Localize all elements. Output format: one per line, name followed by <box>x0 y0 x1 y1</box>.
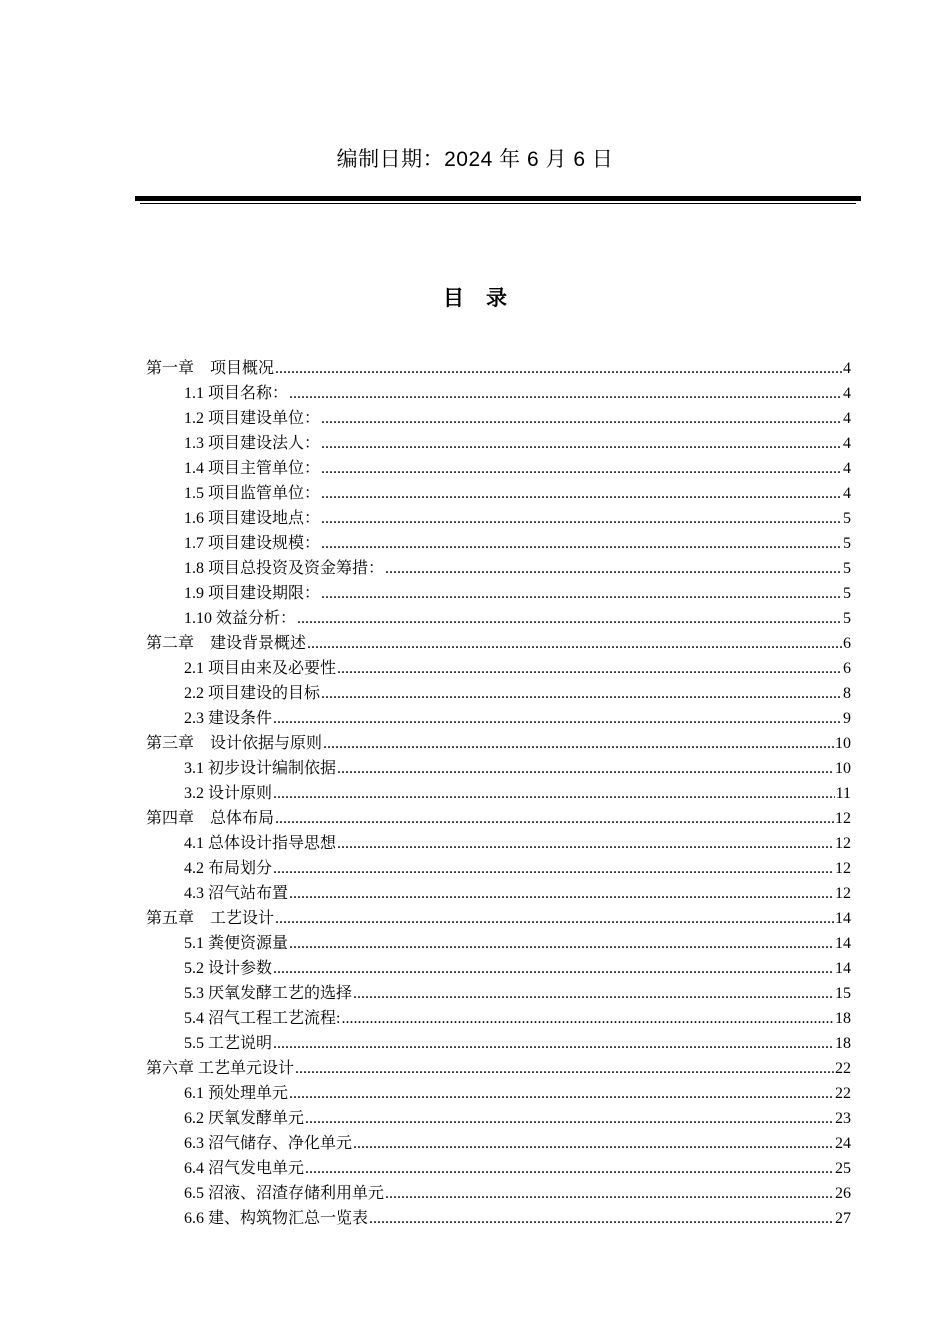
toc-section-entry[interactable] <box>146 756 851 781</box>
toc-dot-leader <box>353 1131 834 1156</box>
toc-section-entry[interactable] <box>146 856 851 881</box>
toc-entry-label: 5.3 厌氧发酵工艺的选择 <box>184 985 353 1002</box>
toc-page-number: 14 <box>835 910 851 927</box>
toc-page-number: 4 <box>843 485 851 502</box>
toc-entry-label: 第四章 总体布局 <box>146 810 275 827</box>
toc-dot-leader <box>385 1181 834 1206</box>
toc-page-number: 26 <box>835 1185 851 1202</box>
toc-page-number: 5 <box>843 610 851 627</box>
toc-page-number: 5 <box>843 560 851 577</box>
toc-entry-label: 6.6 建、构筑物汇总一览表 <box>184 1210 369 1227</box>
toc-chapter-entry[interactable] <box>146 631 851 656</box>
toc-page-number: 6 <box>843 660 851 677</box>
toc-dot-leader <box>321 406 842 431</box>
toc-dot-leader <box>275 906 834 931</box>
toc-page-number: 5 <box>843 585 851 602</box>
toc-dot-leader <box>323 731 834 756</box>
toc-entry-label: 1.1 项目名称： <box>184 385 289 402</box>
toc-page-number: 8 <box>843 685 851 702</box>
toc-entry-label: 6.5 沼液、沼渣存储利用单元 <box>184 1185 385 1202</box>
toc-entry-label: 第一章 项目概况 <box>146 360 275 377</box>
toc-dot-leader <box>307 631 842 656</box>
toc-entry-label: 第二章 建设背景概述 <box>146 635 307 652</box>
toc-dot-leader <box>273 1031 834 1056</box>
toc-dot-leader <box>341 1006 834 1031</box>
toc-page-number: 12 <box>835 860 851 877</box>
toc-section-entry[interactable] <box>146 881 851 906</box>
toc-section-entry[interactable] <box>146 831 851 856</box>
table-of-contents <box>146 356 851 1231</box>
toc-entry-label: 1.10 效益分析： <box>184 610 297 627</box>
toc-dot-leader <box>275 806 834 831</box>
toc-page-number: 18 <box>835 1035 851 1052</box>
toc-dot-leader <box>289 881 834 906</box>
toc-entry-label: 3.2 设计原则 <box>184 785 273 802</box>
toc-section-entry[interactable] <box>146 681 851 706</box>
toc-page-number: 22 <box>835 1085 851 1102</box>
toc-section-entry[interactable] <box>146 656 851 681</box>
toc-section-entry[interactable] <box>146 706 851 731</box>
toc-section-entry[interactable] <box>146 1131 851 1156</box>
toc-entry-label: 5.2 设计参数 <box>184 960 273 977</box>
toc-dot-leader <box>385 556 842 581</box>
toc-entry-label: 1.9 项目建设期限： <box>184 585 321 602</box>
toc-entry-label: 4.1 总体设计指导思想 <box>184 835 337 852</box>
toc-entry-label: 6.2 厌氧发酵单元 <box>184 1110 305 1127</box>
toc-section-entry[interactable] <box>146 956 851 981</box>
toc-entry-label: 4.2 布局划分 <box>184 860 273 877</box>
toc-section-entry[interactable] <box>146 481 851 506</box>
toc-dot-leader <box>321 481 842 506</box>
toc-section-entry[interactable] <box>146 556 851 581</box>
toc-entry-label: 第三章 设计依据与原则 <box>146 735 323 752</box>
toc-page-number: 4 <box>843 435 851 452</box>
toc-entry-label: 1.6 项目建设地点： <box>184 510 321 527</box>
toc-section-entry[interactable] <box>146 381 851 406</box>
toc-title: 目录 <box>443 286 529 310</box>
toc-page-number: 24 <box>835 1135 851 1152</box>
toc-section-entry[interactable] <box>146 606 851 631</box>
toc-entry-label: 6.1 预处理单元 <box>184 1085 289 1102</box>
toc-page-number: 10 <box>835 760 851 777</box>
toc-dot-leader <box>289 381 842 406</box>
toc-page-number: 5 <box>843 535 851 552</box>
compile-date: 编制日期：2024 年 6 月 6 日 <box>336 148 614 171</box>
toc-dot-leader <box>321 531 842 556</box>
toc-entry-label: 3.1 初步设计编制依据 <box>184 760 337 777</box>
toc-section-entry[interactable] <box>146 1031 851 1056</box>
toc-entry-label: 2.2 项目建设的目标 <box>184 685 321 702</box>
toc-entry-label: 1.4 项目主管单位： <box>184 460 321 477</box>
toc-chapter-entry[interactable] <box>146 906 851 931</box>
toc-page-number: 27 <box>835 1210 851 1227</box>
toc-section-entry[interactable] <box>146 1006 851 1031</box>
toc-page-number: 4 <box>843 360 851 377</box>
toc-dot-leader <box>353 981 834 1006</box>
toc-page-number: 15 <box>835 985 851 1002</box>
toc-section-entry[interactable] <box>146 781 851 806</box>
toc-entry-label: 5.1 粪便资源量 <box>184 935 289 952</box>
toc-page-number: 12 <box>835 885 851 902</box>
toc-section-entry[interactable] <box>146 406 851 431</box>
toc-chapter-entry[interactable] <box>146 731 851 756</box>
toc-page-number: 10 <box>835 735 851 752</box>
toc-dot-leader <box>273 781 835 806</box>
toc-page-number: 5 <box>843 510 851 527</box>
toc-page-number: 23 <box>835 1110 851 1127</box>
toc-entry-label: 第五章 工艺设计 <box>146 910 275 927</box>
toc-dot-leader <box>289 931 834 956</box>
toc-entry-label: 1.2 项目建设单位： <box>184 410 321 427</box>
toc-page-number: 4 <box>843 385 851 402</box>
toc-section-entry[interactable] <box>146 506 851 531</box>
toc-section-entry[interactable] <box>146 531 851 556</box>
toc-section-entry[interactable] <box>146 456 851 481</box>
toc-chapter-entry[interactable] <box>146 1056 851 1081</box>
toc-section-entry[interactable] <box>146 1156 851 1181</box>
toc-dot-leader <box>337 831 834 856</box>
toc-page-number: 25 <box>835 1160 851 1177</box>
toc-dot-leader <box>289 1081 834 1106</box>
toc-entry-label: 1.8 项目总投资及资金筹措： <box>184 560 385 577</box>
toc-dot-leader <box>321 506 842 531</box>
toc-dot-leader <box>275 356 842 381</box>
toc-entry-label: 2.1 项目由来及必要性 <box>184 660 337 677</box>
toc-entry-label: 5.4 沼气工程工艺流程: <box>184 1010 341 1027</box>
toc-entry-label: 2.3 建设条件 <box>184 710 273 727</box>
header-rule-thick <box>135 196 861 201</box>
toc-dot-leader <box>297 606 842 631</box>
toc-dot-leader <box>369 1206 834 1231</box>
toc-page-number: 12 <box>835 810 851 827</box>
toc-section-entry[interactable] <box>146 981 851 1006</box>
toc-entry-label: 1.3 项目建设法人： <box>184 435 321 452</box>
toc-page-number: 4 <box>843 410 851 427</box>
toc-page-number: 14 <box>835 935 851 952</box>
toc-page-number: 6 <box>843 635 851 652</box>
toc-page-number: 9 <box>843 710 851 727</box>
toc-entry-label: 1.7 项目建设规模： <box>184 535 321 552</box>
toc-section-entry[interactable] <box>146 1206 851 1231</box>
toc-entry-label: 1.5 项目监管单位： <box>184 485 321 502</box>
toc-page-number: 4 <box>843 460 851 477</box>
toc-page-number: 18 <box>835 1010 851 1027</box>
toc-dot-leader <box>321 456 842 481</box>
toc-entry-label: 5.5 工艺说明 <box>184 1035 273 1052</box>
toc-section-entry[interactable] <box>146 1081 851 1106</box>
toc-dot-leader <box>305 1156 834 1181</box>
toc-dot-leader <box>305 1106 834 1131</box>
toc-entry-label: 第六章 工艺单元设计 <box>146 1060 295 1077</box>
toc-page-number: 12 <box>835 835 851 852</box>
header-rule-thin <box>140 203 856 204</box>
toc-dot-leader <box>295 1056 834 1081</box>
toc-entry-label: 6.4 沼气发电单元 <box>184 1160 305 1177</box>
toc-entry-label: 6.3 沼气储存、净化单元 <box>184 1135 353 1152</box>
toc-chapter-entry[interactable] <box>146 356 851 381</box>
toc-dot-leader <box>273 856 834 881</box>
toc-page-number: 11 <box>835 785 851 802</box>
toc-dot-leader <box>321 431 842 456</box>
toc-section-entry[interactable] <box>146 931 851 956</box>
toc-dot-leader <box>273 706 842 731</box>
toc-page-number: 22 <box>835 1060 851 1077</box>
toc-chapter-entry[interactable] <box>146 806 851 831</box>
toc-dot-leader <box>273 956 834 981</box>
toc-section-entry[interactable] <box>146 1106 851 1131</box>
toc-entry-label: 4.3 沼气站布置 <box>184 885 289 902</box>
toc-page-number: 14 <box>835 960 851 977</box>
toc-section-entry[interactable] <box>146 1181 851 1206</box>
toc-dot-leader <box>321 681 842 706</box>
toc-section-entry[interactable] <box>146 581 851 606</box>
toc-dot-leader <box>321 581 842 606</box>
toc-section-entry[interactable] <box>146 431 851 456</box>
toc-dot-leader <box>337 656 842 681</box>
toc-dot-leader <box>337 756 834 781</box>
